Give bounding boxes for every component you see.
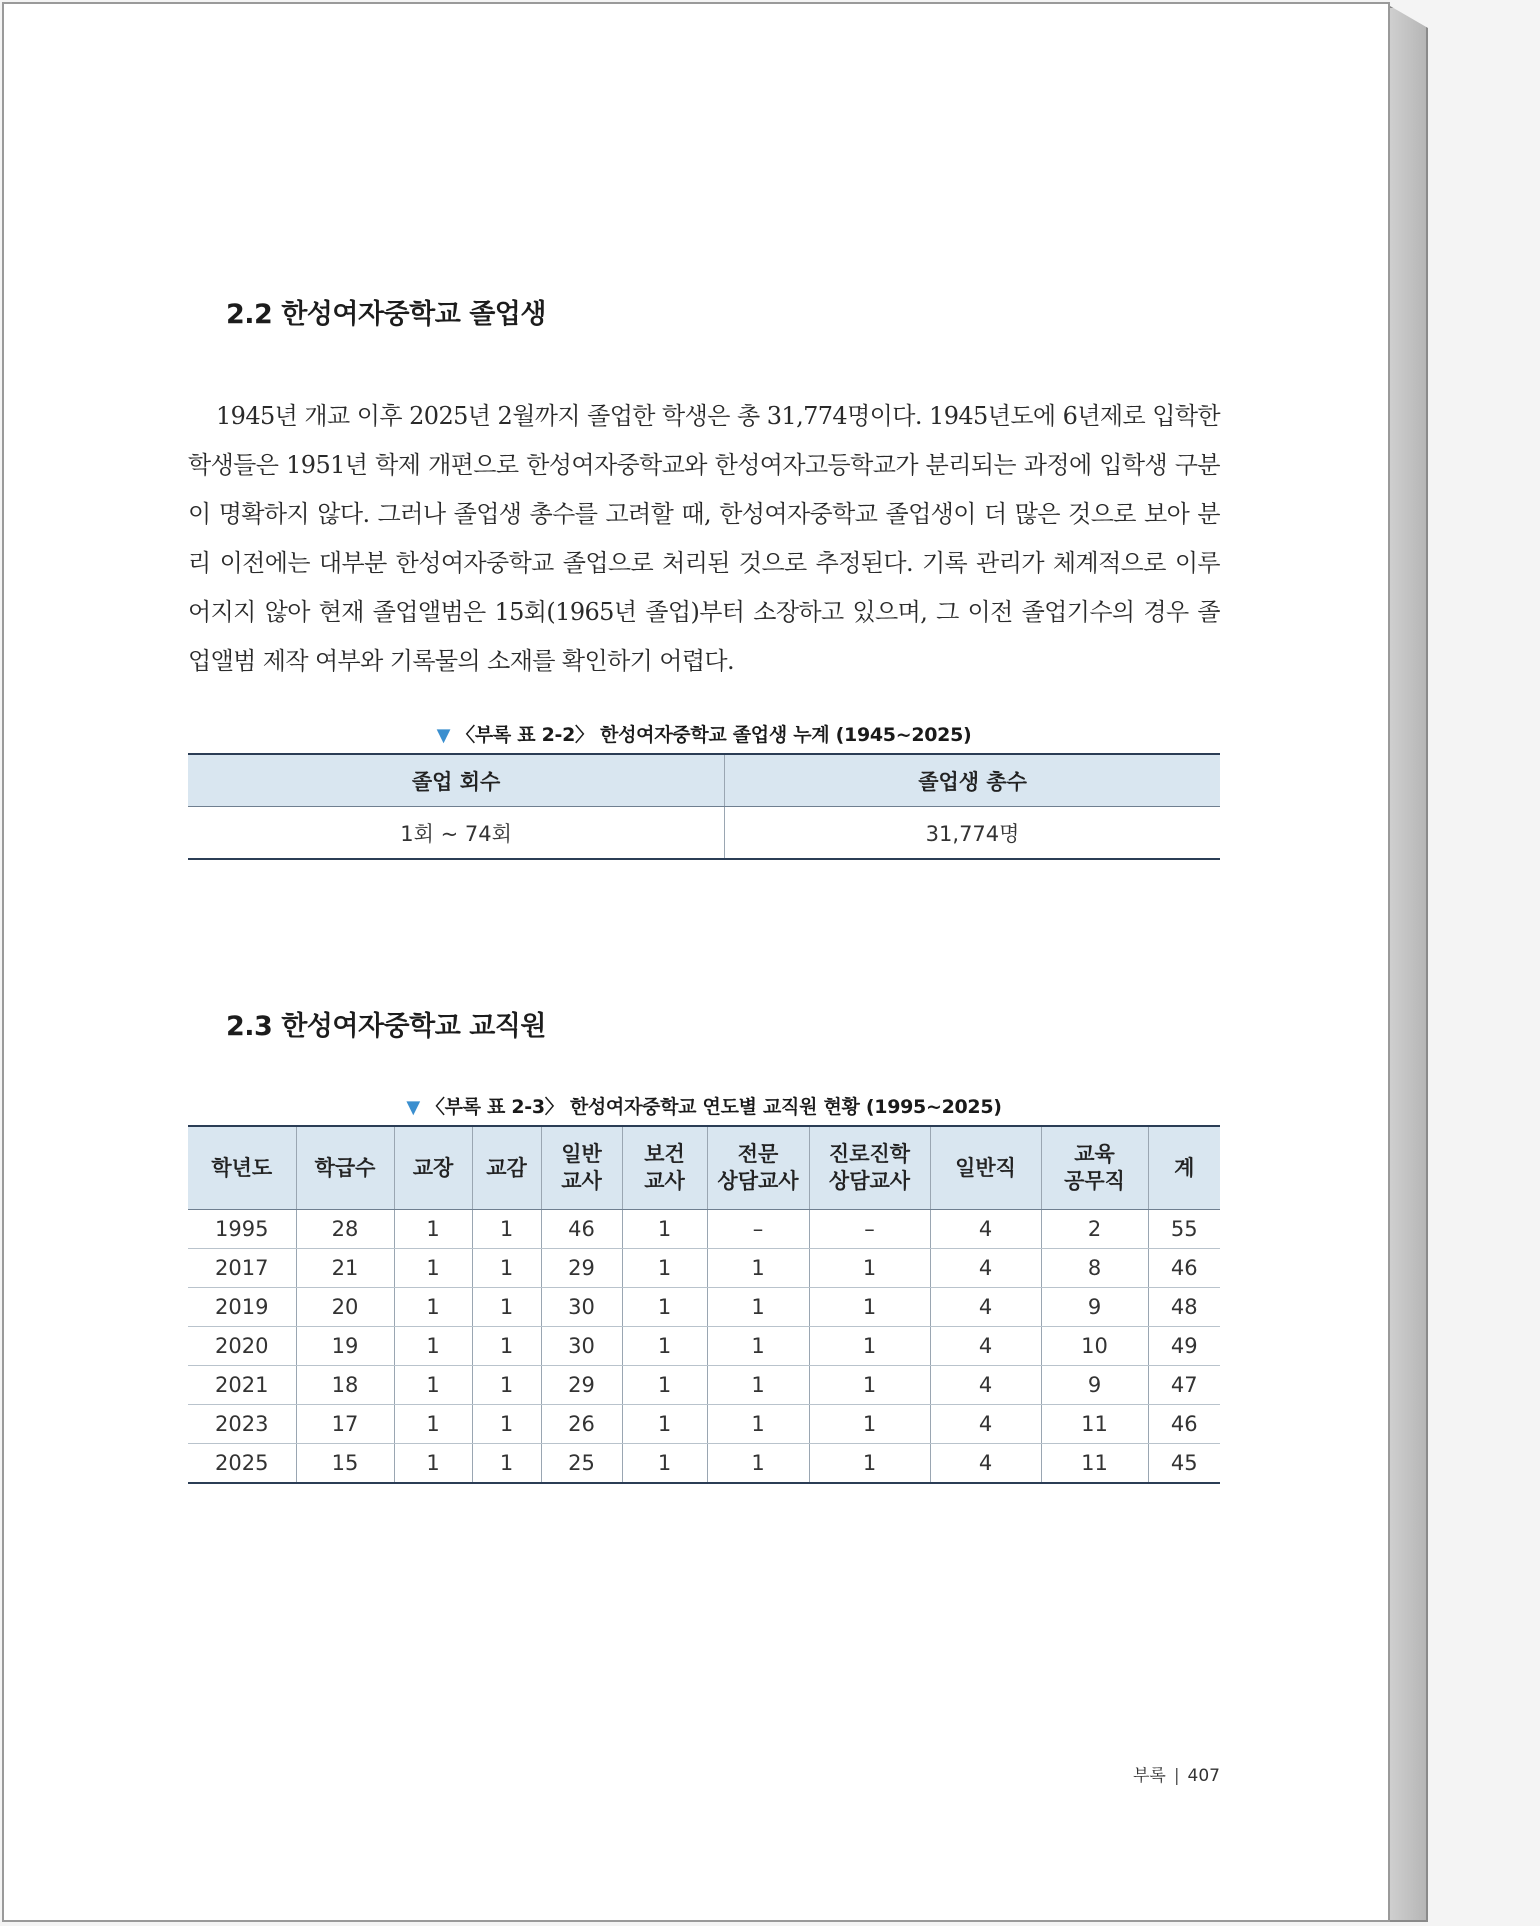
table-cell: 46 — [541, 1210, 622, 1249]
table-cell: 1 — [472, 1405, 541, 1444]
table-cell: 30 — [541, 1288, 622, 1327]
page-number: 407 — [1187, 1766, 1220, 1786]
col-header: 학급수 — [296, 1126, 394, 1210]
footer-label: 부록 — [1132, 1766, 1166, 1786]
col-header: 일반 교사 — [541, 1126, 622, 1210]
table-cell: 1 — [472, 1444, 541, 1484]
table-cell: 29 — [541, 1366, 622, 1405]
table-cell: 1 — [809, 1366, 930, 1405]
table-row — [188, 1444, 1220, 1484]
table-cell: 1 — [622, 1444, 707, 1484]
section-2-2-paragraph: 1945년 개교 이후 2025년 2월까지 졸업한 학생은 총 31,774명이다. 1945년도에 6년제로 입학한 학생들은 1951년 학제 개편으로 한성여자중학교와 한성여자고등학교가 분리되는 과정에 입학생 구분이 명확하지 않다. 그러나 졸업생 총수를 고려할 때, 한성여자중학교 졸업생이 더 많은 것으로 보아 분리 이전에는 대부분 한성여자중학교 졸업으로 처리된 것으로 추정된다. 기록 관리가 체계적으로 이루어지지 않아 현재 졸업앨범은 15회(1965년 졸업)부터 소장하고 있으며, 그 이전 졸업기수의 경우 졸업앨범 제작 여부와 기록물의 소재를 확인하기 어렵다. — [188, 402, 1220, 675]
table-cell: 17 — [296, 1405, 394, 1444]
table-row — [188, 807, 1220, 860]
table-cell: 26 — [541, 1405, 622, 1444]
col-graduate-total: 졸업생 총수 — [725, 754, 1220, 807]
table-cell: 15 — [296, 1444, 394, 1484]
table-cell: 1 — [394, 1288, 472, 1327]
table-cell: 1 — [622, 1327, 707, 1366]
table-cell: 1 — [622, 1405, 707, 1444]
table-cell: 10 — [1041, 1327, 1148, 1366]
table-cell: 18 — [296, 1366, 394, 1405]
table-cell: 4 — [930, 1444, 1041, 1484]
table-cell: 1 — [707, 1249, 809, 1288]
table-row — [188, 1210, 1220, 1249]
table-cell: 1 — [472, 1327, 541, 1366]
page-edge — [1390, 6, 1428, 1922]
table-cell: 1 — [394, 1405, 472, 1444]
table-row — [188, 1288, 1220, 1327]
table-cell: 4 — [930, 1288, 1041, 1327]
table-cell: 1 — [809, 1444, 930, 1484]
staff-table — [188, 1125, 1220, 1484]
table-cell: 2019 — [188, 1288, 296, 1327]
table-cell: 45 — [1170, 1451, 1198, 1475]
col-header: 일반직 — [930, 1126, 1041, 1210]
table-cell: 9 — [1041, 1366, 1148, 1405]
table-cell: 9 — [1041, 1288, 1148, 1327]
section-2-2-title: 2.2 한성여자중학교 졸업생 — [226, 299, 546, 330]
col-header: 교장 — [394, 1126, 472, 1210]
table-header-row — [188, 1126, 1220, 1210]
col-header: 학년도 — [188, 1126, 296, 1210]
table-cell: 1 — [472, 1366, 541, 1405]
table-cell: 1 — [622, 1288, 707, 1327]
table-cell: 2 — [1041, 1210, 1148, 1249]
table-cell: 19 — [296, 1327, 394, 1366]
table-cell: 1 — [707, 1444, 809, 1484]
table-cell: 1 — [622, 1249, 707, 1288]
col-header: 교감 — [472, 1126, 541, 1210]
table-row — [188, 1366, 1220, 1405]
table-cell: 1 — [472, 1249, 541, 1288]
table-2-3-caption-text: 〈부록 표 2-3〉 한성여자중학교 연도별 교직원 현황 (1995~2025) — [425, 1096, 1002, 1118]
table-cell: 1 — [707, 1288, 809, 1327]
table-cell: 1 — [707, 1405, 809, 1444]
table-row — [188, 1405, 1220, 1444]
table-cell: 1 — [394, 1249, 472, 1288]
table-cell: 4 — [930, 1210, 1041, 1249]
table-cell: 1 — [394, 1366, 472, 1405]
table-row — [188, 1249, 1220, 1288]
table-cell: 1 — [809, 1327, 930, 1366]
page — [2, 2, 1390, 1922]
cell-graduate-total: 31,774명 — [925, 821, 1020, 846]
page-footer — [1004, 1761, 1220, 1786]
table-cell: 2021 — [188, 1366, 296, 1405]
table-cell: 8 — [1041, 1249, 1148, 1288]
table-cell: 1 — [394, 1327, 472, 1366]
table-cell: 1995 — [188, 1210, 296, 1249]
cell-graduation-range: 1회 ~ 74회 — [188, 807, 725, 860]
table-cell: 25 — [541, 1444, 622, 1484]
table-cell: 4 — [930, 1366, 1041, 1405]
table-cell: 4 — [930, 1249, 1041, 1288]
table-cell: 1 — [394, 1444, 472, 1484]
table-cell: 2025 — [188, 1444, 296, 1484]
table-cell: 47 — [1148, 1366, 1220, 1405]
table-cell: 46 — [1148, 1405, 1220, 1444]
table-cell: 1 — [809, 1249, 930, 1288]
table-cell: 21 — [296, 1249, 394, 1288]
table-cell: – — [809, 1210, 930, 1249]
table-2-2-caption-text: 〈부록 표 2-2〉 한성여자중학교 졸업생 누계 (1945~2025) — [456, 724, 972, 746]
col-header: 계 — [1148, 1126, 1220, 1210]
table-cell: 1 — [622, 1366, 707, 1405]
table-cell: 2017 — [188, 1249, 296, 1288]
table-cell: 1 — [707, 1327, 809, 1366]
table-cell: 11 — [1041, 1405, 1148, 1444]
table-row — [188, 1327, 1220, 1366]
col-graduation-count: 졸업 회수 — [188, 754, 725, 807]
table-cell: 48 — [1148, 1288, 1220, 1327]
table-cell: 2023 — [188, 1405, 296, 1444]
table-cell: 2020 — [188, 1327, 296, 1366]
table-cell: 11 — [1041, 1444, 1148, 1484]
table-cell: 1 — [809, 1288, 930, 1327]
table-cell: 28 — [296, 1210, 394, 1249]
col-header: 진로진학 상담교사 — [809, 1126, 930, 1210]
table-cell: 1 — [472, 1288, 541, 1327]
table-cell: 49 — [1148, 1327, 1220, 1366]
caption-triangle-icon: ▼ — [436, 725, 451, 746]
table-cell: 1 — [394, 1210, 472, 1249]
col-header: 교육 공무직 — [1041, 1126, 1148, 1210]
col-header: 보건 교사 — [622, 1126, 707, 1210]
caption-triangle-icon: ▼ — [406, 1097, 420, 1118]
section-2-3-title: 2.3 한성여자중학교 교직원 — [226, 1011, 546, 1042]
graduates-table — [188, 753, 1220, 860]
table-2-3-caption — [188, 1092, 1220, 1119]
footer-separator: | — [1173, 1766, 1180, 1786]
table-cell: – — [707, 1210, 809, 1249]
table-cell: 30 — [541, 1327, 622, 1366]
table-cell: 46 — [1148, 1249, 1220, 1288]
table-header-row — [188, 754, 1220, 807]
table-cell: 1 — [622, 1210, 707, 1249]
table-cell: 1 — [472, 1210, 541, 1249]
table-cell: 4 — [930, 1405, 1041, 1444]
table-2-2-caption — [188, 720, 1220, 747]
table-cell: 20 — [296, 1288, 394, 1327]
table-cell: 4 — [930, 1327, 1041, 1366]
table-cell: 29 — [541, 1249, 622, 1288]
table-cell: 1 — [809, 1405, 930, 1444]
table-cell: 55 — [1148, 1210, 1220, 1249]
table-cell: 1 — [707, 1366, 809, 1405]
col-header: 전문 상담교사 — [707, 1126, 809, 1210]
